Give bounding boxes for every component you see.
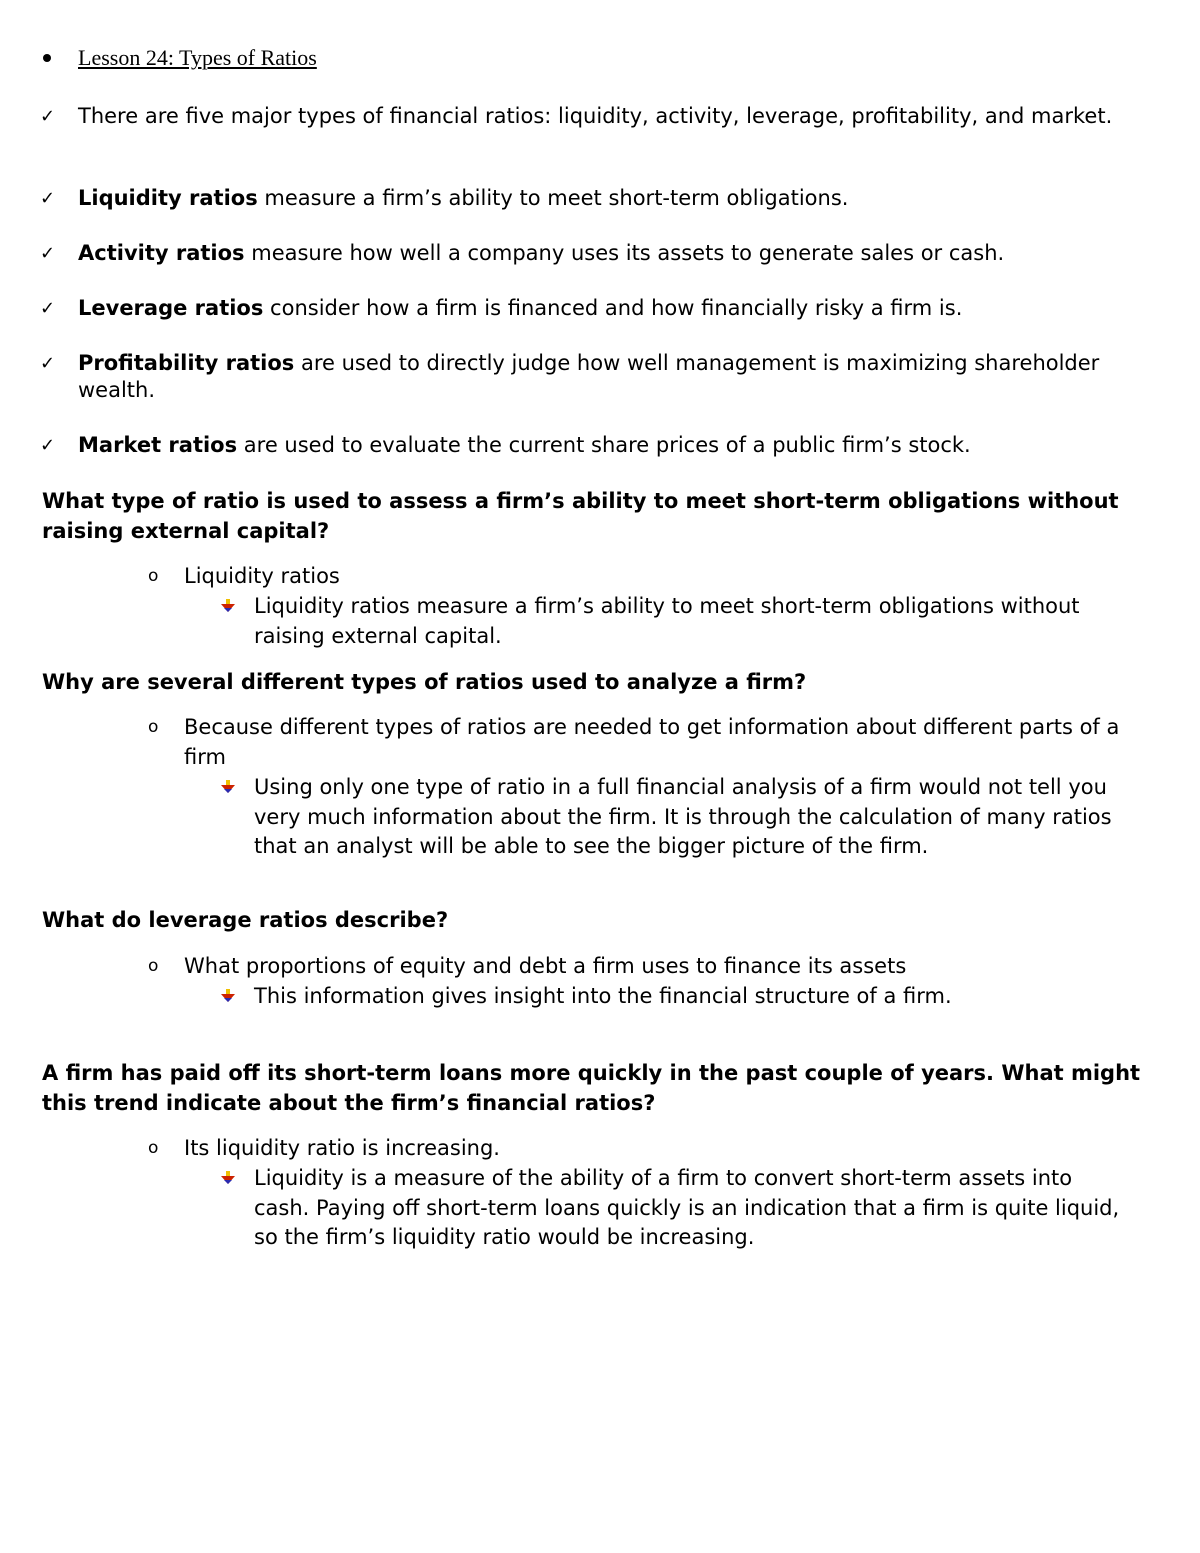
lesson-title-row [40,45,317,71]
circle-bullet-icon: o [148,1138,159,1158]
question-heading: Why are several different types of ratios used to analyze a firm? [42,670,807,694]
check-item: ✓ Liquidity ratios measure a firm’s ability to meet short-term obligations. [40,186,849,210]
check-item: ✓ Market ratios are used to evaluate the current share prices of a public firm’s stock. [40,433,971,457]
answer-item: o What proportions of equity and debt a firm uses to finance its assets [148,951,1138,981]
answer-detail: Liquidity ratios measure a firm’s ability to meet short-term obligations without raising external capital. [220,592,1130,651]
checkmark-icon: ✓ [40,298,56,319]
check-item: ✓ Activity ratios measure how well a company uses its assets to generate sales or cash. [40,241,1005,265]
answer-item: o Because different types of ratios are needed to get information about different parts of a firm [148,712,1138,772]
circle-bullet-icon: o [148,956,159,976]
down-arrow-icon [220,773,254,862]
question-heading: What type of ratio is used to assess a firm’s ability to meet short-term obligations without raising external capital? [42,489,1119,543]
checkmark-icon: ✓ [40,106,56,127]
check-item: ✓ Leverage ratios consider how a firm is financed and how financially risky a firm is. [40,296,963,320]
down-arrow-icon [220,592,254,651]
check-item: ✓ There are five major types of financial ratios: liquidity, activity, leverage, profitability, and market. [40,104,1113,128]
checkmark-icon: ✓ [40,188,56,209]
down-arrow-icon [220,982,254,1012]
question-heading: A firm has paid off its short-term loans more quickly in the past couple of years. What might this trend indicate about the firm’s financial ratios? [42,1061,1141,1115]
lesson-title: Lesson 24: Types of Ratios [78,45,317,70]
down-arrow-icon [220,1164,254,1253]
answer-detail: This information gives insight into the financial structure of a firm. [220,982,1130,1012]
checkmark-icon: ✓ [40,435,56,456]
bullet-icon [43,54,51,62]
answer-item: o Liquidity ratios [148,561,1138,591]
answer-detail: Using only one type of ratio in a full financial analysis of a firm would not tell you very much information about the firm. It is through the calculation of many ratios that an analyst will be able to see the bigger picture of the firm. [220,773,1130,862]
answer-detail: Liquidity is a measure of the ability of a firm to convert short-term assets into cash. Paying off short-term loans quickly is an indication that a firm is quite liquid, so the firm’s liquidity ratio would be increasing. [220,1164,1130,1253]
question-heading: What do leverage ratios describe? [42,908,449,932]
answer-item: o Its liquidity ratio is increasing. [148,1133,1138,1163]
circle-bullet-icon: o [148,566,159,586]
checkmark-icon: ✓ [40,243,56,264]
circle-bullet-icon: o [148,717,159,737]
check-item: ✓ Profitability ratios are used to directly judge how well management is maximizing shareholder wealth. [40,351,1100,402]
checkmark-icon: ✓ [40,353,56,374]
